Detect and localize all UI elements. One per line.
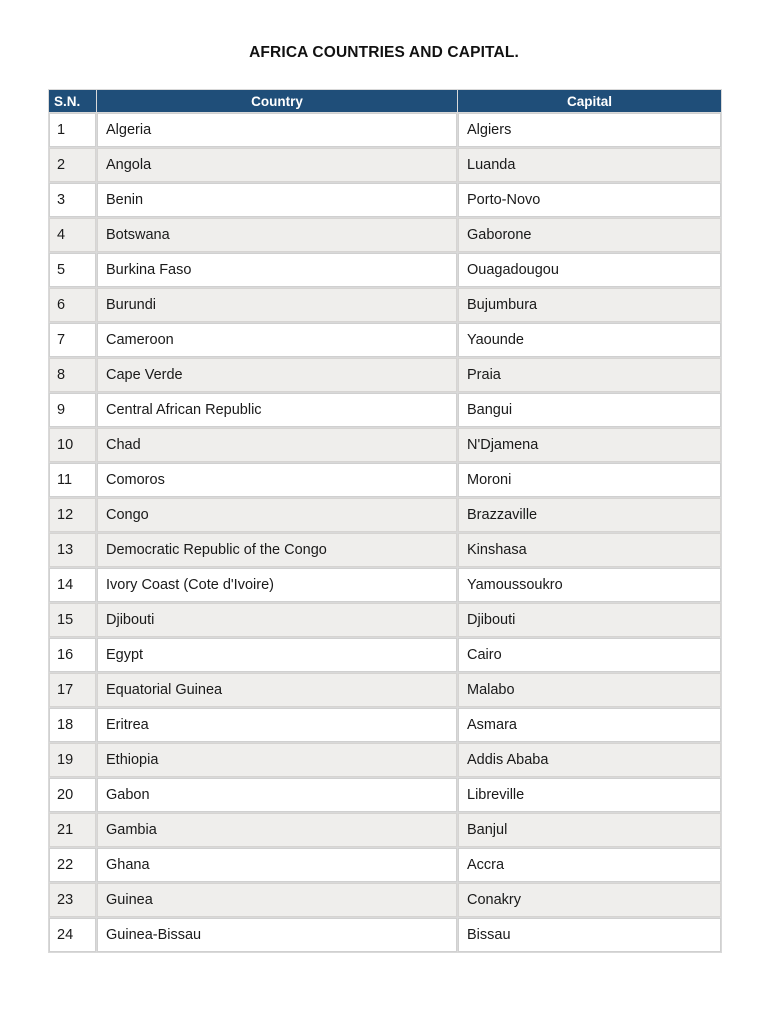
cell-sn: 10 — [49, 428, 96, 462]
cell-country: Congo — [97, 498, 457, 532]
table-row — [49, 673, 721, 707]
table-row — [49, 778, 721, 812]
cell-capital: Algiers — [458, 113, 721, 147]
cell-capital: Bissau — [458, 918, 721, 952]
table-row — [49, 218, 721, 252]
cell-sn: 2 — [49, 148, 96, 182]
cell-sn: 16 — [49, 638, 96, 672]
column-header-country: Country — [97, 90, 457, 112]
cell-capital: Conakry — [458, 883, 721, 917]
cell-country: Djibouti — [97, 603, 457, 637]
cell-capital: Luanda — [458, 148, 721, 182]
cell-capital: N'Djamena — [458, 428, 721, 462]
cell-country: Cameroon — [97, 323, 457, 357]
cell-capital: Libreville — [458, 778, 721, 812]
countries-capitals-table — [48, 89, 722, 953]
cell-capital: Porto-Novo — [458, 183, 721, 217]
cell-capital: Djibouti — [458, 603, 721, 637]
cell-sn: 13 — [49, 533, 96, 567]
cell-capital: Ouagadougou — [458, 253, 721, 287]
table-row — [49, 253, 721, 287]
cell-capital: Accra — [458, 848, 721, 882]
cell-sn: 11 — [49, 463, 96, 497]
cell-country: Egypt — [97, 638, 457, 672]
cell-sn: 20 — [49, 778, 96, 812]
table-row — [49, 113, 721, 147]
table-row — [49, 323, 721, 357]
cell-country: Botswana — [97, 218, 457, 252]
cell-sn: 3 — [49, 183, 96, 217]
cell-country: Benin — [97, 183, 457, 217]
cell-capital: Asmara — [458, 708, 721, 742]
cell-capital: Banjul — [458, 813, 721, 847]
cell-sn: 9 — [49, 393, 96, 427]
table-row — [49, 568, 721, 602]
cell-country: Comoros — [97, 463, 457, 497]
cell-capital: Bangui — [458, 393, 721, 427]
cell-country: Burkina Faso — [97, 253, 457, 287]
cell-country: Chad — [97, 428, 457, 462]
cell-country: Cape Verde — [97, 358, 457, 392]
cell-capital: Yaounde — [458, 323, 721, 357]
cell-country: Central African Republic — [97, 393, 457, 427]
cell-capital: Yamoussoukro — [458, 568, 721, 602]
cell-capital: Praia — [458, 358, 721, 392]
cell-country: Ghana — [97, 848, 457, 882]
table-header — [49, 90, 721, 112]
table-row — [49, 638, 721, 672]
countries-capitals-table-wrapper — [48, 89, 720, 953]
cell-capital: Brazzaville — [458, 498, 721, 532]
cell-sn: 24 — [49, 918, 96, 952]
cell-country: Democratic Republic of the Congo — [97, 533, 457, 567]
table-row — [49, 918, 721, 952]
cell-capital: Gaborone — [458, 218, 721, 252]
table-row — [49, 813, 721, 847]
cell-country: Guinea — [97, 883, 457, 917]
cell-country: Angola — [97, 148, 457, 182]
cell-country: Eritrea — [97, 708, 457, 742]
column-header-capital: Capital — [458, 90, 721, 112]
table-row — [49, 288, 721, 322]
table-header-row — [49, 90, 721, 112]
cell-sn: 23 — [49, 883, 96, 917]
cell-capital: Cairo — [458, 638, 721, 672]
cell-sn: 22 — [49, 848, 96, 882]
cell-capital: Moroni — [458, 463, 721, 497]
table-row — [49, 498, 721, 532]
cell-capital: Kinshasa — [458, 533, 721, 567]
cell-country: Equatorial Guinea — [97, 673, 457, 707]
page-title: AFRICA COUNTRIES AND CAPITAL. — [249, 44, 519, 61]
cell-country: Ethiopia — [97, 743, 457, 777]
table-row — [49, 183, 721, 217]
table-row — [49, 708, 721, 742]
cell-sn: 15 — [49, 603, 96, 637]
cell-sn: 14 — [49, 568, 96, 602]
column-header-sn: S.N. — [49, 90, 96, 112]
table-row — [49, 883, 721, 917]
cell-sn: 6 — [49, 288, 96, 322]
table-row — [49, 358, 721, 392]
table-row — [49, 428, 721, 462]
table-row — [49, 148, 721, 182]
cell-sn: 17 — [49, 673, 96, 707]
table-row — [49, 743, 721, 777]
table-row — [49, 603, 721, 637]
cell-country: Ivory Coast (Cote d'Ivoire) — [97, 568, 457, 602]
table-body — [49, 113, 721, 952]
cell-sn: 5 — [49, 253, 96, 287]
cell-capital: Bujumbura — [458, 288, 721, 322]
cell-sn: 12 — [49, 498, 96, 532]
table-row — [49, 848, 721, 882]
cell-capital: Addis Ababa — [458, 743, 721, 777]
cell-capital: Malabo — [458, 673, 721, 707]
cell-country: Gabon — [97, 778, 457, 812]
cell-country: Gambia — [97, 813, 457, 847]
cell-country: Algeria — [97, 113, 457, 147]
cell-sn: 8 — [49, 358, 96, 392]
table-row — [49, 393, 721, 427]
cell-sn: 21 — [49, 813, 96, 847]
cell-sn: 4 — [49, 218, 96, 252]
cell-sn: 18 — [49, 708, 96, 742]
cell-country: Guinea-Bissau — [97, 918, 457, 952]
table-row — [49, 533, 721, 567]
cell-sn: 1 — [49, 113, 96, 147]
cell-sn: 19 — [49, 743, 96, 777]
cell-country: Burundi — [97, 288, 457, 322]
cell-sn: 7 — [49, 323, 96, 357]
table-row — [49, 463, 721, 497]
